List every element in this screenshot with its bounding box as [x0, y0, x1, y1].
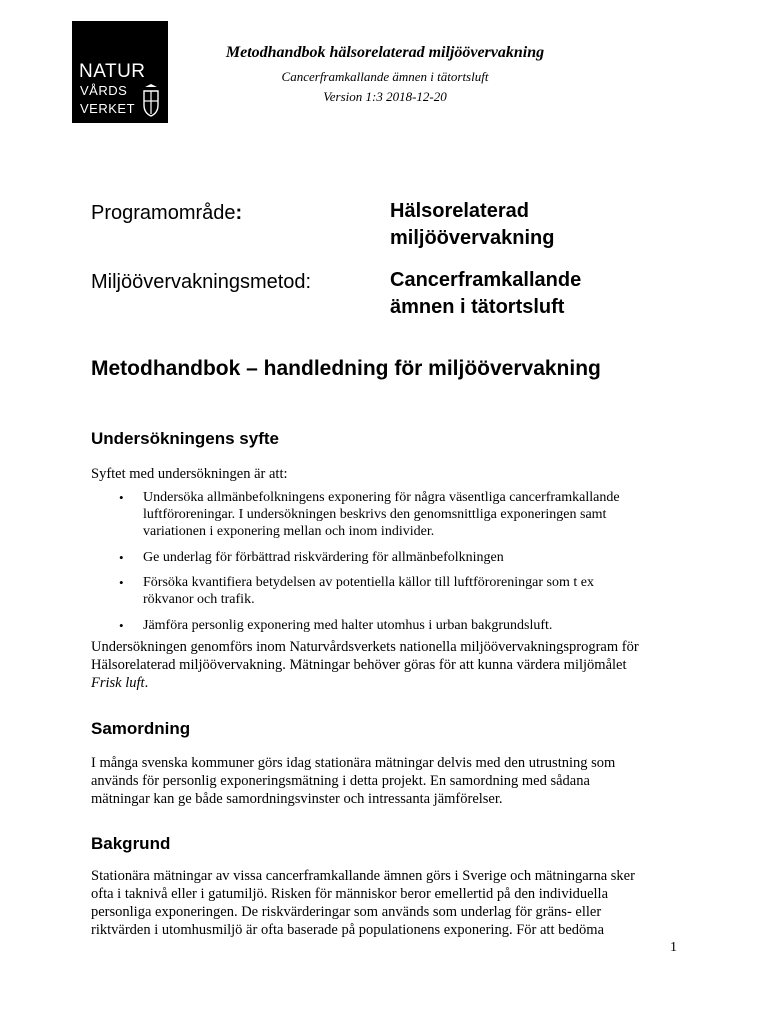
syfte-intro: Syftet med undersökningen är att:	[91, 466, 288, 482]
list-item	[143, 574, 683, 608]
paragraph-line: riktvärden i utomhusmiljö är ofta baserade på populationens exponering. För att bedöma	[91, 922, 605, 938]
paragraph-line: Undersökningen genomförs inom Naturvårdsverkets nationella miljöövervakningsprogram för	[91, 639, 639, 655]
paragraph-line: mätningar kan ge både samordningsvinster och intressanta jämförelser.	[91, 791, 503, 807]
list-item-line: Undersöka allmänbefolkningens exponering för några väsentliga cancerframkallande	[143, 490, 620, 505]
paragraph-period: .	[144, 675, 149, 691]
bullet-glyph: •	[119, 550, 124, 565]
header-version: Version 1:3 2018-12-20	[323, 89, 447, 104]
document-title: Metodhandbok – handledning för miljöövervakning	[91, 357, 601, 380]
paragraph-line: I många svenska kommuner görs idag stationära mätningar delvis med den utrustning som	[91, 755, 616, 771]
program-area-label	[91, 202, 242, 225]
method-value-line2: ämnen i tätortsluft	[390, 296, 565, 318]
logo-text-natur: NATUR	[79, 61, 146, 82]
heading-syfte: Undersökningens syfte	[91, 429, 279, 448]
list-item-line: Jämföra personlig exponering med halter utomhus i urban bakgrundsluft.	[143, 618, 553, 633]
list-item-line: Försöka kvantifiera betydelsen av potentiella källor till luftföroreningar som t ex	[143, 575, 594, 590]
program-area-value	[390, 198, 555, 252]
bullet-glyph: •	[119, 575, 124, 590]
logo-text-verket: VERKET	[80, 101, 136, 116]
list-item	[143, 549, 683, 566]
heading-samordning: Samordning	[91, 719, 191, 738]
paragraph-line: Hälsorelaterad miljöövervakning. Mätningar behöver göras för att kunna värdera miljömålet	[91, 657, 627, 673]
program-area-label-colon: :	[235, 202, 243, 224]
heading-bakgrund: Bakgrund	[91, 834, 171, 853]
bullet-glyph: •	[119, 618, 124, 633]
paragraph-line: ofta i taknivå eller i gatumiljö. Risken för människor beror emellertid på den individuella	[91, 886, 609, 902]
paragraph-line: Stationära mätningar av vissa cancerframkallande ämnen görs i Sverige och mätningarna sker	[91, 868, 635, 884]
header-subtitle: Cancerframkallande ämnen i tätortsluft	[281, 69, 489, 84]
method-value-line1: Cancerframkallande	[390, 269, 582, 291]
bakgrund-paragraph	[91, 867, 691, 939]
list-item-line: Ge underlag för förbättrad riskvärdering för allmänbefolkningen	[143, 550, 504, 565]
page-number: 1	[670, 940, 677, 955]
method-value	[390, 267, 581, 321]
paragraph-line: personliga exponeringen. De riskvärderingar som används som underlag för gräns- eller	[91, 904, 602, 920]
paragraph-line: används för personlig exponeringsmätning i detta projekt. En samordning med sådana	[91, 773, 590, 789]
samordning-paragraph	[91, 754, 691, 808]
program-area-label-text: Programområde	[91, 202, 236, 224]
program-area-value-line2: miljöövervakning	[390, 227, 555, 249]
syfte-paragraph	[91, 638, 691, 692]
header-title: Metodhandbok hälsorelaterad miljöövervakning	[225, 44, 545, 61]
goal-name: Frisk luft	[91, 675, 145, 691]
list-item-line: luftföroreningar. I undersökningen beskrivs den genomsnittliga exponeringen samt	[143, 507, 607, 522]
list-item	[143, 489, 683, 540]
paragraph-line	[91, 674, 691, 692]
list-item-line: rökvanor och trafik.	[143, 592, 255, 607]
program-area-value-line1: Hälsorelaterad	[390, 200, 529, 222]
bullet-glyph: •	[119, 490, 124, 505]
logo-text-vards: VÅRDS	[80, 83, 128, 98]
method-label: Miljöövervakningsmetod:	[91, 271, 312, 293]
list-item-line: variationen i exponering mellan och inom individer.	[143, 524, 435, 539]
list-item	[143, 617, 683, 634]
